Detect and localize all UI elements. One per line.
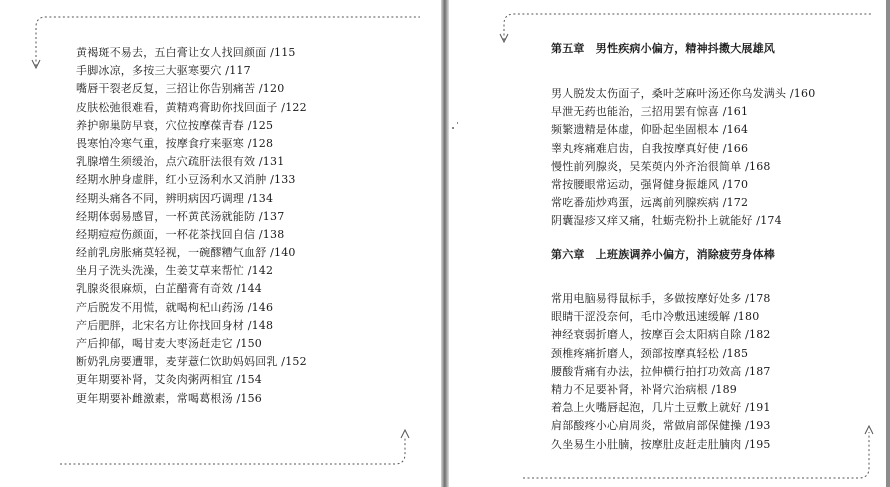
toc-entry[interactable]: 精力不足要补肾，补肾穴治病根 /189 bbox=[551, 382, 737, 396]
chapter-6-toc-list bbox=[551, 290, 771, 454]
toc-entry[interactable]: 断奶乳房要遭罪，麦芽薏仁饮助妈妈回乳 /152 bbox=[76, 355, 307, 369]
toc-entry[interactable]: 早泄无药也能治，三招用罢有惊喜 /161 bbox=[551, 105, 749, 119]
page-edge-shadow bbox=[886, 0, 890, 487]
toc-entry[interactable]: 黄褐斑不易去，五白膏让女人找回颜面 /115 bbox=[76, 46, 296, 59]
toc-entry[interactable]: 眼睛干涩没奈何，毛巾冷敷迅速缓解 /180 bbox=[551, 310, 760, 324]
toc-entry[interactable]: 男人脱发太伤面子，桑叶芝麻叶汤还你乌发满头 /160 bbox=[551, 87, 816, 100]
toc-entry[interactable]: 久坐易生小肚腩，按摩肚皮赶走肚腩肉 /195 bbox=[551, 437, 771, 451]
toc-entry[interactable]: 产后抑郁，喝甘麦大枣汤赶走它 /150 bbox=[76, 337, 262, 350]
toc-entry[interactable]: 频繁遗精是体虚，仰卧起坐固根本 /164 bbox=[551, 123, 749, 137]
toc-entry[interactable]: 产后脱发不用慌，就喝枸杞山药汤 /146 bbox=[76, 300, 274, 314]
toc-entry[interactable]: 阴囊湿疹又痒又痛，牡蛎壳粉扑上就能好 /174 bbox=[551, 214, 782, 228]
toc-entry[interactable]: 睾丸疼痛难启齿，自我按摩真好使 /166 bbox=[551, 141, 749, 155]
toc-entry[interactable]: 经期头痛各不同，辨明病因巧调理 /134 bbox=[76, 191, 274, 205]
toc-entry[interactable]: 经期水肿身虚胖，红小豆汤利水又消肿 /133 bbox=[76, 173, 296, 187]
toc-entry[interactable]: 乳腺炎很麻烦，白芷醋膏有奇效 /144 bbox=[76, 282, 262, 296]
toc-entry[interactable]: 皮肤松弛很难看，黄精鸡膏助你找回面子 /122 bbox=[76, 100, 307, 114]
toc-entry[interactable]: 常吃番茄炒鸡蛋，远离前列腺疾病 /172 bbox=[551, 196, 749, 210]
book-gutter bbox=[441, 0, 449, 487]
toc-entry[interactable]: 着急上火嘴唇起泡，几片土豆敷上就好 /191 bbox=[551, 401, 771, 415]
chapter-5-heading: 第五章 男性疾病小偏方，精神抖擞大展雄风 bbox=[551, 42, 775, 55]
left-toc-list bbox=[76, 44, 307, 408]
scan-speck bbox=[452, 127, 454, 129]
toc-entry[interactable]: 嘴唇干裂老反复，三招让你告别痛苦 /120 bbox=[76, 82, 285, 96]
scan-speck bbox=[457, 122, 458, 124]
toc-entry[interactable]: 常按腰眼常运动，强肾健身振雄风 /170 bbox=[551, 177, 749, 191]
toc-entry[interactable]: 常用电脑易得鼠标手，多做按摩好处多 /178 bbox=[551, 292, 771, 305]
left-page bbox=[0, 0, 441, 487]
toc-entry[interactable]: 乳腺增生须缓治，点穴疏肝法很有效 /131 bbox=[76, 155, 285, 169]
toc-entry[interactable]: 坐月子洗头洗澡，生姜艾草来帮忙 /142 bbox=[76, 264, 274, 278]
toc-entry[interactable]: 神经衰弱折磨人，按摩百会太阳病自除 /182 bbox=[551, 328, 771, 342]
toc-entry[interactable]: 肩部酸疼小心肩周炎，常做肩部保健操 /193 bbox=[551, 419, 771, 433]
toc-entry[interactable]: 颈椎疼痛折磨人，颈部按摩真轻松 /185 bbox=[551, 346, 749, 360]
toc-entry[interactable]: 手脚冰凉，多按三大驱寒要穴 /117 bbox=[76, 64, 251, 78]
toc-entry[interactable]: 慢性前列腺炎，吴茱萸内外齐治很简单 /168 bbox=[551, 159, 771, 173]
toc-entry[interactable]: 腰酸背痛有办法，拉伸横行拍打功效高 /187 bbox=[551, 364, 771, 378]
toc-entry[interactable]: 经前乳房胀痛莫轻视，一碗醪糟气血舒 /140 bbox=[76, 246, 296, 260]
chapter-6-heading: 第六章 上班族调养小偏方，消除疲劳身体棒 bbox=[551, 248, 775, 261]
toc-entry[interactable]: 更年期要补肾，艾灸肉粥两相宜 /154 bbox=[76, 373, 262, 387]
toc-entry[interactable]: 经期痘痘伤颜面，一杯花茶找回自信 /138 bbox=[76, 227, 285, 241]
toc-entry[interactable]: 畏寒怕冷寒气重，按摩食疗来驱寒 /128 bbox=[76, 136, 274, 150]
toc-entry[interactable]: 产后肥胖，北宋名方让你找回身材 /148 bbox=[76, 318, 274, 332]
toc-entry[interactable]: 更年期要补雌激素，常喝葛根汤 /156 bbox=[76, 391, 262, 405]
chapter-5-toc-list bbox=[551, 85, 815, 231]
toc-entry[interactable]: 经期体弱易感冒，一杯黄芪汤就能防 /137 bbox=[76, 209, 285, 223]
toc-entry[interactable]: 养护卵巢防早衰，穴位按摩葆青春 /125 bbox=[76, 118, 274, 132]
